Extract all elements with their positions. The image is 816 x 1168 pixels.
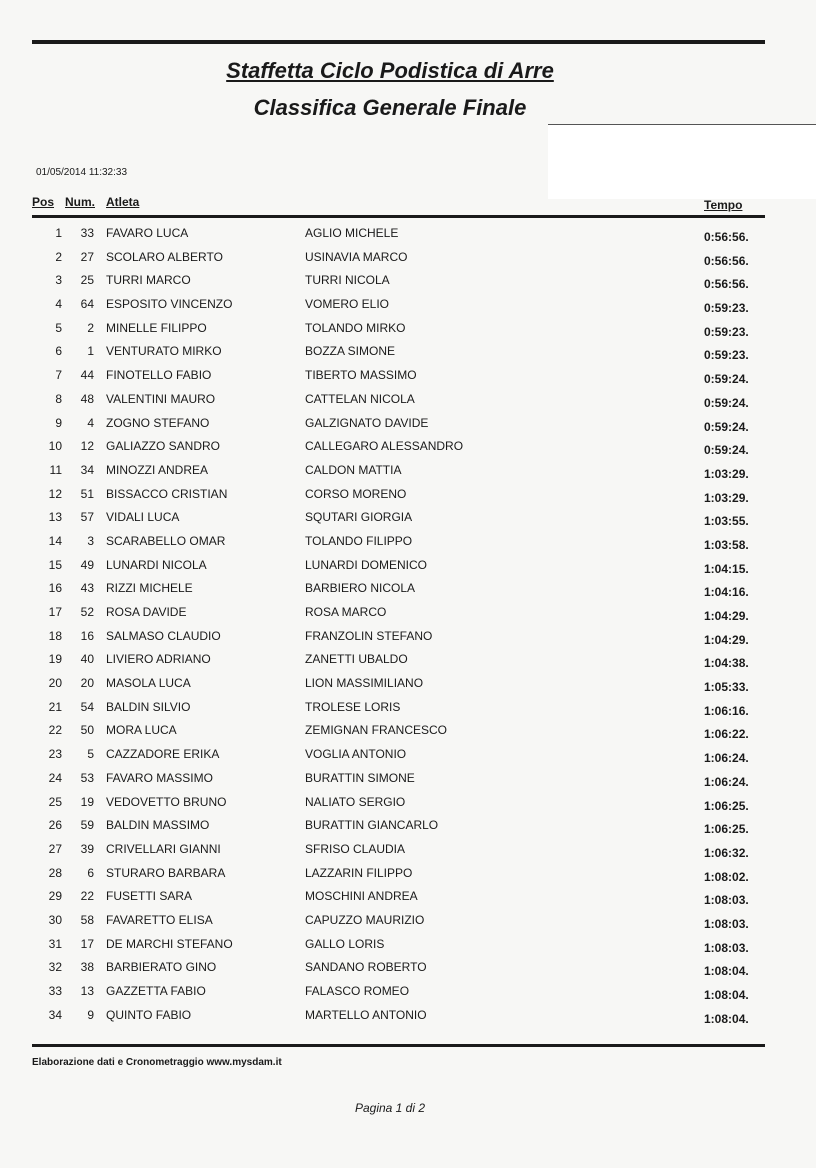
row-athlete-1: FAVARETTO ELISA (106, 912, 213, 927)
row-pos: 3 (55, 273, 62, 288)
row-athlete-2: FRANZOLIN STEFANO (305, 628, 433, 643)
row-pos: 14 (48, 533, 62, 548)
table-row (0, 554, 816, 578)
row-time: 1:03:29. (704, 490, 749, 505)
row-athlete-2: TOLANDO FILIPPO (305, 533, 413, 548)
row-athlete-2: LUNARDI DOMENICO (305, 557, 428, 572)
row-num: 25 (80, 273, 94, 288)
table-row (0, 222, 816, 246)
row-pos: 15 (48, 557, 62, 572)
table-row (0, 814, 816, 838)
row-pos: 8 (55, 391, 62, 406)
table-row (0, 743, 816, 767)
row-pos: 21 (48, 699, 62, 714)
row-time: 1:06:24. (704, 774, 749, 789)
row-pos: 17 (48, 605, 62, 619)
row-time: 1:06:25. (704, 822, 749, 837)
row-pos: 26 (48, 818, 62, 833)
footer-rule (32, 1044, 765, 1047)
row-time: 1:03:55. (704, 514, 749, 529)
row-time: 1:08:03. (704, 916, 749, 931)
row-time: 1:08:04. (704, 964, 749, 979)
table-row (0, 933, 816, 957)
row-athlete-2: NALIATO SERGIO (305, 794, 406, 809)
table-row (0, 696, 816, 720)
row-time: 0:59:23. (704, 301, 749, 316)
row-pos: 23 (48, 747, 62, 762)
row-time: 1:08:04. (704, 1011, 749, 1026)
row-pos: 13 (48, 510, 62, 525)
row-time: 1:05:33. (704, 680, 749, 695)
row-num: 5 (87, 747, 94, 762)
table-row (0, 506, 816, 530)
row-num: 64 (80, 297, 94, 312)
row-athlete-2: BOZZA SIMONE (305, 344, 396, 359)
row-athlete-1: SCOLARO ALBERTO (106, 249, 223, 264)
row-pos: 4 (55, 297, 62, 312)
row-athlete-2: ROSA MARCO (305, 605, 387, 619)
row-pos: 27 (48, 841, 62, 856)
table-row (0, 601, 816, 625)
row-pos: 29 (48, 889, 62, 904)
row-athlete-1: VEDOVETTO BRUNO (106, 794, 227, 809)
row-num: 9 (87, 1007, 94, 1022)
row-athlete-1: BALDIN SILVIO (106, 699, 191, 714)
table-row (0, 435, 816, 459)
row-time: 1:06:22. (704, 727, 749, 742)
row-pos: 9 (55, 415, 62, 430)
row-num: 12 (80, 439, 94, 454)
row-num: 50 (80, 723, 94, 738)
row-athlete-2: FALASCO ROMEO (305, 984, 410, 998)
row-athlete-1: STURARO BARBARA (106, 865, 226, 880)
table-row (0, 364, 816, 388)
row-athlete-1: SCARABELLO OMAR (106, 533, 226, 548)
table-row (0, 980, 816, 1004)
row-num: 49 (80, 557, 94, 572)
row-athlete-2: AGLIO MICHELE (305, 226, 399, 240)
table-row (0, 625, 816, 649)
row-athlete-1: GAZZETTA FABIO (106, 984, 206, 998)
row-num: 13 (80, 984, 94, 998)
row-num: 53 (80, 770, 94, 785)
row-athlete-1: QUINTO FABIO (106, 1007, 192, 1022)
row-num: 39 (80, 841, 94, 856)
row-athlete-2: ZANETTI UBALDO (305, 652, 408, 667)
row-athlete-1: SALMASO CLAUDIO (106, 628, 221, 643)
row-time: 0:59:24. (704, 395, 749, 410)
row-time: 1:06:16. (704, 703, 749, 718)
row-num: 17 (80, 936, 94, 951)
row-athlete-2: GALZIGNATO DAVIDE (305, 415, 429, 430)
table-row (0, 838, 816, 862)
row-time: 0:59:24. (704, 372, 749, 387)
row-athlete-1: VALENTINI MAURO (106, 391, 216, 406)
row-athlete-2: BARBIERO NICOLA (305, 581, 416, 596)
row-athlete-1: VENTURATO MIRKO (106, 344, 222, 359)
header-tempo: Tempo (704, 198, 743, 212)
row-athlete-1: DE MARCHI STEFANO (106, 936, 233, 951)
row-athlete-1: BISSACCO CRISTIAN (106, 486, 228, 501)
row-pos: 20 (48, 676, 62, 691)
results-table (0, 222, 816, 1027)
row-time: 1:03:58. (704, 537, 749, 552)
row-athlete-1: BARBIERATO GINO (106, 960, 217, 975)
row-pos: 7 (55, 368, 62, 383)
row-athlete-2: CALDON MATTIA (305, 462, 402, 477)
row-time: 0:59:23. (704, 348, 749, 363)
row-athlete-1: RIZZI MICHELE (106, 581, 193, 596)
row-athlete-2: BURATTIN GIANCARLO (305, 818, 439, 833)
row-num: 16 (80, 628, 94, 643)
header-num: Num. (65, 195, 95, 209)
row-num: 3 (87, 533, 94, 548)
row-athlete-1: CAZZADORE ERIKA (106, 747, 220, 762)
row-time: 0:59:24. (704, 443, 749, 458)
row-num: 34 (80, 462, 94, 477)
row-athlete-2: SFRISO CLAUDIA (305, 841, 406, 856)
table-row (0, 909, 816, 933)
row-athlete-2: MARTELLO ANTONIO (305, 1007, 427, 1022)
table-row (0, 648, 816, 672)
row-time: 1:06:32. (704, 845, 749, 860)
row-athlete-2: ZEMIGNAN FRANCESCO (305, 723, 448, 738)
row-athlete-2: TURRI NICOLA (305, 273, 390, 288)
row-athlete-2: SQUTARI GIORGIA (305, 510, 413, 525)
row-time: 1:04:38. (704, 656, 749, 671)
row-athlete-2: MOSCHINI ANDREA (305, 889, 418, 904)
table-row (0, 1004, 816, 1028)
row-athlete-1: MINELLE FILIPPO (106, 320, 207, 335)
row-athlete-1: MORA LUCA (106, 723, 177, 738)
row-time: 1:06:24. (704, 751, 749, 766)
row-pos: 12 (48, 486, 62, 501)
row-num: 54 (80, 699, 94, 714)
table-row (0, 412, 816, 436)
footer-credits: Elaborazione dati e Cronometraggio www.mysdam.it (32, 1057, 282, 1068)
row-athlete-1: LUNARDI NICOLA (106, 557, 207, 572)
row-pos: 6 (55, 344, 62, 359)
row-athlete-2: LAZZARIN FILIPPO (305, 865, 413, 880)
table-row (0, 293, 816, 317)
document-title: Staffetta Ciclo Podistica di Arre (226, 58, 554, 83)
row-athlete-1: ROSA DAVIDE (106, 605, 187, 619)
row-athlete-2: CAPUZZO MAURIZIO (305, 912, 425, 927)
table-row (0, 269, 816, 293)
table-row (0, 767, 816, 791)
row-time: 1:04:16. (704, 585, 749, 600)
row-athlete-1: GALIAZZO SANDRO (106, 439, 221, 454)
row-num: 57 (80, 510, 94, 525)
row-pos: 24 (48, 770, 62, 785)
row-time: 0:56:56. (704, 253, 749, 268)
header-pos: Pos (32, 195, 55, 209)
row-athlete-2: TROLESE LORIS (305, 699, 401, 714)
row-num: 40 (80, 652, 94, 667)
row-athlete-2: CALLEGARO ALESSANDRO (305, 439, 464, 454)
row-pos: 10 (48, 439, 62, 454)
row-athlete-1: VIDALI LUCA (106, 510, 180, 525)
row-athlete-2: SANDANO ROBERTO (305, 960, 427, 975)
row-time: 0:59:24. (704, 419, 749, 434)
row-athlete-1: LIVIERO ADRIANO (106, 652, 211, 667)
row-time: 1:08:03. (704, 893, 749, 908)
row-pos: 31 (48, 936, 62, 951)
row-num: 58 (80, 912, 94, 927)
row-pos: 11 (49, 462, 62, 477)
row-athlete-2: USINAVIA MARCO (305, 249, 408, 264)
row-num: 19 (80, 794, 94, 809)
row-athlete-2: BURATTIN SIMONE (305, 770, 415, 785)
row-time: 0:56:56. (704, 277, 749, 292)
table-row (0, 483, 816, 507)
row-pos: 2 (55, 249, 62, 264)
row-time: 1:04:29. (704, 609, 749, 623)
table-row (0, 885, 816, 909)
row-time: 1:06:25. (704, 798, 749, 813)
row-athlete-2: CATTELAN NICOLA (305, 391, 415, 406)
row-athlete-1: ESPOSITO VINCENZO (106, 297, 233, 312)
row-num: 2 (87, 320, 94, 335)
row-athlete-2: TOLANDO MIRKO (305, 320, 406, 335)
row-athlete-1: TURRI MARCO (106, 273, 191, 288)
table-row (0, 459, 816, 483)
row-athlete-1: FAVARO MASSIMO (106, 770, 213, 785)
row-num: 22 (80, 889, 94, 904)
row-time: 1:04:15. (704, 561, 749, 576)
row-pos: 19 (48, 652, 62, 667)
row-time: 0:56:56. (704, 230, 749, 244)
table-row (0, 956, 816, 980)
table-row (0, 791, 816, 815)
top-rule (32, 40, 765, 44)
blank-label-area (548, 124, 816, 199)
row-num: 27 (80, 249, 94, 264)
row-athlete-2: VOGLIA ANTONIO (305, 747, 407, 762)
row-time: 0:59:23. (704, 324, 749, 339)
row-athlete-1: ZOGNO STEFANO (106, 415, 210, 430)
row-num: 43 (80, 581, 94, 596)
table-row (0, 672, 816, 696)
row-athlete-2: LION MASSIMILIANO (305, 676, 424, 691)
row-pos: 33 (48, 984, 62, 998)
table-row (0, 577, 816, 601)
row-athlete-1: MINOZZI ANDREA (106, 462, 209, 477)
row-pos: 5 (55, 320, 62, 335)
row-time: 1:08:03. (704, 940, 749, 955)
row-num: 33 (80, 226, 94, 240)
table-row (0, 530, 816, 554)
header-rule (32, 215, 765, 218)
row-num: 52 (80, 605, 94, 619)
row-pos: 22 (48, 723, 62, 738)
row-num: 51 (80, 486, 94, 501)
row-athlete-2: CORSO MORENO (305, 486, 407, 501)
header-atleta: Atleta (106, 195, 140, 209)
row-num: 44 (80, 368, 94, 383)
row-pos: 1 (55, 226, 62, 240)
row-time: 1:08:04. (704, 988, 749, 1002)
row-athlete-1: FUSETTI SARA (106, 889, 193, 904)
table-row (0, 340, 816, 364)
row-athlete-1: FAVARO LUCA (106, 226, 189, 240)
table-row (0, 862, 816, 886)
row-athlete-1: MASOLA LUCA (106, 676, 191, 691)
row-time: 1:04:29. (704, 632, 749, 647)
table-row (0, 246, 816, 270)
table-row (0, 388, 816, 412)
row-pos: 32 (48, 960, 62, 975)
row-pos: 30 (48, 912, 62, 927)
row-num: 6 (87, 865, 94, 880)
row-pos: 25 (48, 794, 62, 809)
row-num: 4 (87, 415, 94, 430)
row-pos: 28 (48, 865, 62, 880)
row-num: 48 (80, 391, 94, 406)
row-num: 1 (87, 344, 94, 359)
row-athlete-1: FINOTELLO FABIO (106, 368, 212, 383)
table-row (0, 719, 816, 743)
table-row (0, 317, 816, 341)
timestamp: 01/05/2014 11:32:33 (36, 167, 128, 178)
row-num: 20 (80, 676, 94, 691)
row-athlete-2: VOMERO ELIO (305, 297, 390, 312)
page-number: Pagina 1 di 2 (354, 1101, 426, 1115)
row-athlete-2: GALLO LORIS (305, 936, 385, 951)
row-athlete-1: BALDIN MASSIMO (106, 818, 210, 833)
row-time: 1:03:29. (704, 466, 749, 481)
row-athlete-1: CRIVELLARI GIANNI (106, 841, 221, 856)
document-subtitle: Classifica Generale Finale (253, 95, 527, 120)
row-num: 38 (80, 960, 94, 975)
row-pos: 34 (48, 1007, 62, 1022)
row-num: 59 (80, 818, 94, 833)
row-time: 1:08:02. (704, 869, 749, 884)
row-athlete-2: TIBERTO MASSIMO (305, 368, 417, 383)
row-pos: 18 (48, 628, 62, 643)
row-pos: 16 (48, 581, 62, 596)
